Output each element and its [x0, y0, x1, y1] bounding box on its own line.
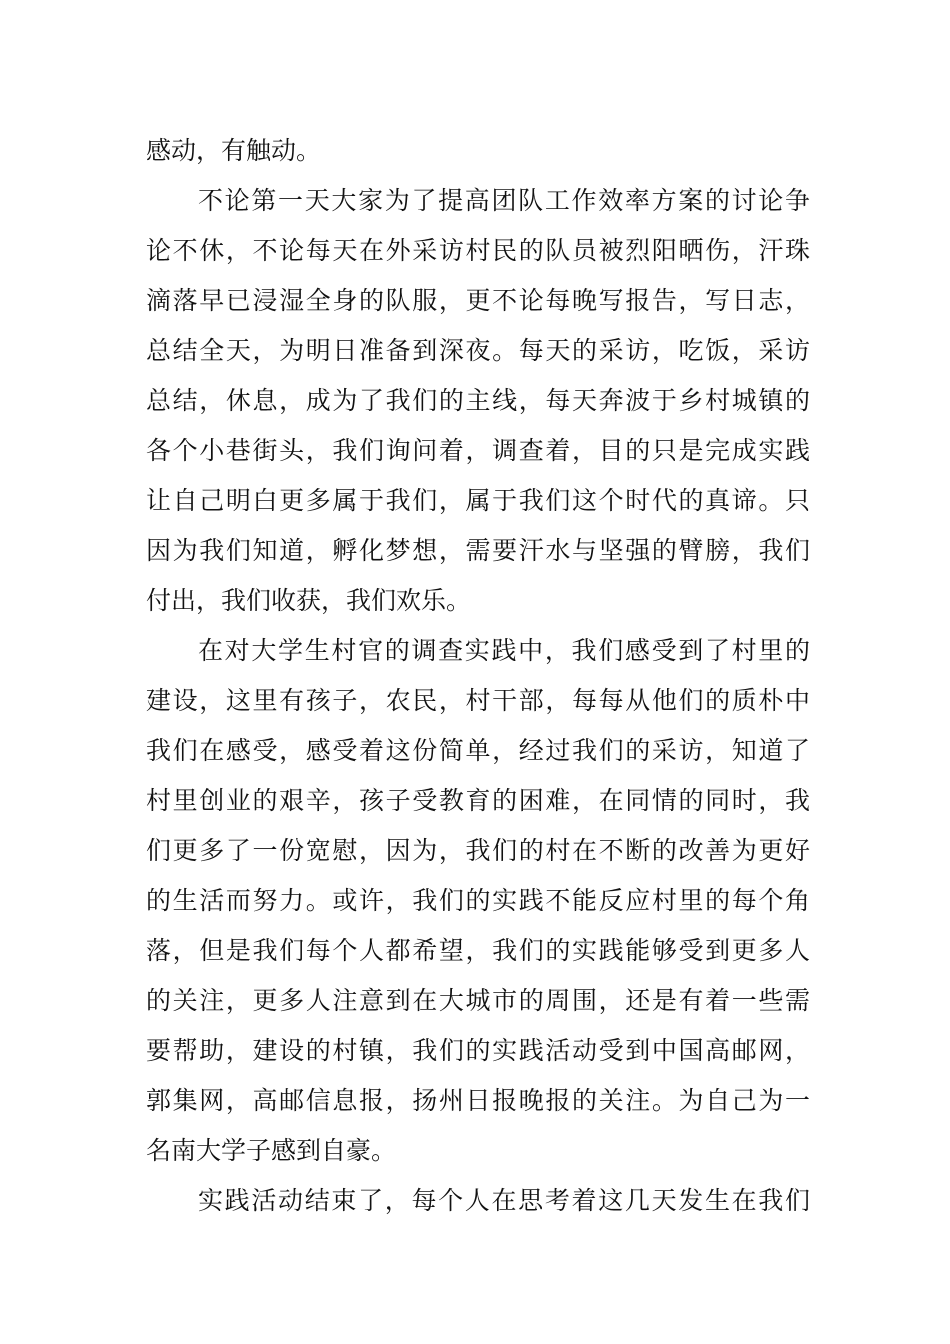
text-line: 村里创业的艰辛，孩子受教育的困难，在同情的同时，我 [146, 786, 810, 815]
text-line: 郭集网，高邮信息报，扬州日报晚报的关注。为自己为一 [146, 1086, 810, 1115]
text-line: 付出，我们收获，我们欢乐。 [146, 586, 472, 615]
paragraph-first-line: 在对大学生村官的调查实践中，我们感受到了村里的 [198, 636, 810, 665]
text-line: 因为我们知道，孵化梦想，需要汗水与坚强的臂膀，我们 [146, 536, 810, 565]
text-line: 要帮助，建设的村镇，我们的实践活动受到中国高邮网， [146, 1036, 810, 1065]
text-line: 各个小巷街头，我们询问着，调查着，目的只是完成实践 [146, 436, 810, 465]
text-line: 的关注，更多人注意到在大城市的周围，还是有着一些需 [146, 986, 810, 1015]
text-line: 总结，休息，成为了我们的主线，每天奔波于乡村城镇的 [146, 386, 810, 415]
text-line: 的生活而努力。或许，我们的实践不能反应村里的每个角 [146, 886, 810, 915]
text-line: 感动，有触动。 [146, 136, 322, 165]
text-line: 论不休，不论每天在外采访村民的队员被烈阳晒伤，汗珠 [146, 236, 810, 265]
text-line: 们更多了一份宽慰，因为，我们的村在不断的改善为更好 [146, 836, 810, 865]
body-text [146, 126, 810, 1226]
text-line: 建设，这里有孩子，农民，村干部，每每从他们的质朴中 [146, 686, 810, 715]
text-line: 滴落早已浸湿全身的队服，更不论每晚写报告，写日志， [146, 286, 810, 315]
paragraph-first-line: 实践活动结束了，每个人在思考着这几天发生在我们 [198, 1186, 810, 1215]
text-line: 落，但是我们每个人都希望，我们的实践能够受到更多人 [146, 936, 810, 965]
paragraph-first-line: 不论第一天大家为了提高团队工作效率方案的讨论争 [198, 186, 810, 215]
text-line: 我们在感受，感受着这份简单，经过我们的采访，知道了 [146, 736, 810, 765]
text-line: 总结全天，为明日准备到深夜。每天的采访，吃饭，采访 [146, 336, 810, 365]
text-line: 名南大学子感到自豪。 [146, 1136, 397, 1165]
text-line: 让自己明白更多属于我们，属于我们这个时代的真谛。只 [146, 486, 810, 515]
